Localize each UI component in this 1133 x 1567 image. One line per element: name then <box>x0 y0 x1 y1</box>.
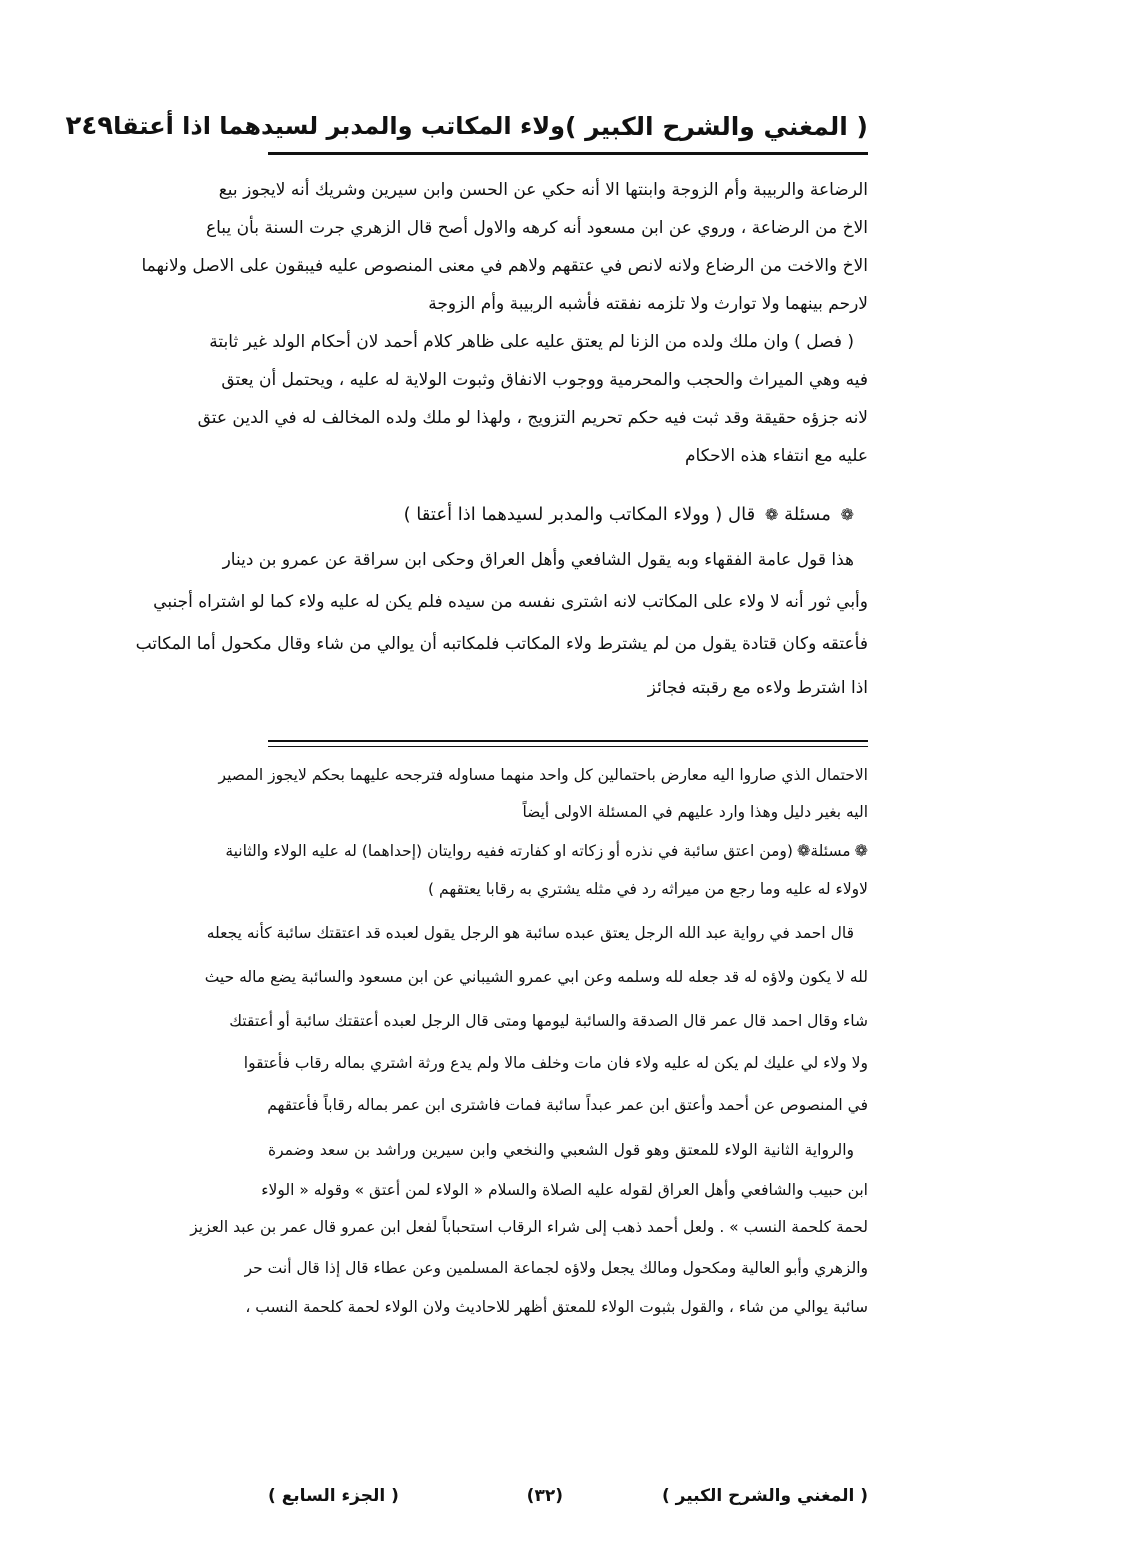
masala-text: قال ( وولاء المكاتب والمدبر لسيدهما اذا أعتقا ) <box>403 504 756 525</box>
header-page-number: ٢٤٩ <box>65 111 114 141</box>
text-line: فيه وهي الميراث والحجب والمحرمية ووجوب الانفاق وثبوت الولاية له عليه ، ويحتمل أن يعتق <box>221 370 868 390</box>
footer-sheet-number: (٣٢) <box>526 1486 563 1506</box>
ornament-icon: ❁ <box>840 505 854 524</box>
footnote-line: اليه بغير دليل وهذا وارد عليهم في المسئلة الاولى أيضاً <box>522 803 868 821</box>
footer-book-title: ( المغني والشرح الكبير ) <box>661 1486 868 1506</box>
text-line: اذا اشترط ولاءه مع رقبته فجائز <box>647 678 868 698</box>
footnote-line: في المنصوص عن أحمد وأعتق ابن عمر عبداً سائبة فمات فاشترى ابن عمر بماله رقاباً فأعتقهم <box>267 1096 868 1114</box>
footnote-line: الاحتمال الذي صاروا اليه معارض باحتمالين كل واحد منهما مساوله فترجحه عليهما بحكم لايجوز المصير <box>218 766 868 784</box>
ornament-icon: ❁ <box>796 841 811 860</box>
page-footer <box>268 1486 868 1520</box>
ornament-icon: ❁ <box>854 841 868 860</box>
text-line: عليه مع انتفاء هذه الاحكام <box>685 446 868 466</box>
footnote-separator <box>268 740 868 747</box>
text-line: ( فصل ) وان ملك ولده من الزنا لم يعتق عليه على ظاهر كلام أحمد لان أحكام الولد غير ثابتة <box>209 332 854 352</box>
text-line: الرضاعة والربيبة وأم الزوجة وابنتها الا أنه حكي عن الحسن وابن سيرين وشريك أنه لايجوز بيع <box>218 180 868 200</box>
footnote-masala <box>225 836 868 866</box>
footer-volume: ( الجزء السابع ) <box>268 1486 399 1506</box>
footnote-line: لحمة كلحمة النسب » . ولعل أحمد ذهب إلى شراء الرقاب استحباباً لفعل ابن عمرو قال عمر بن عبد العزيز <box>190 1218 868 1236</box>
footnote-line: لاولاء له عليه وما رجع من ميراثه رد في مثله يشتري به رقابا يعتقهم ) <box>428 880 868 898</box>
footnote-line: سائبة يوالي من شاء ، والقول بثبوت الولاء للمعتق أظهر للاحاديث ولان الولاء لحمة كلحمة النسب ، <box>245 1298 868 1316</box>
text-line: الاخ والاخت من الرضاع ولانه لانص في عتقهم ولاهم في معنى المنصوص عليه فيبقون على الاصل ولانهما <box>141 256 868 276</box>
footnote-line: ولا ولاء لي عليك لم يكن له عليه ولاء فان مات وخلف مالا ولم يدع ورثة اشتري بماله رقاب فأعتقوا <box>243 1054 868 1072</box>
masala-heading <box>268 500 868 530</box>
header-section-title: ولاء المكاتب والمدبر لسيدهما اذا أعتقا <box>113 112 566 140</box>
text-line: فأعتقه وكان قتادة يقول من لم يشترط ولاء المكاتب فلمكاتبه أن يوالي من شاء وقال مكحول أما المكاتب <box>135 634 868 654</box>
footnote-line: شاء وقال احمد قال عمر قال الصدقة والسائبة ليومها ومتى قال الرجل لعبده أعتقتك سائبة أو أعتقتك <box>229 1012 868 1030</box>
masala-label: مسئلة <box>784 504 831 525</box>
text-line: لانه جزؤه حقيقة وقد ثبت فيه حكم تحريم التزويج ، ولهذا لو ملك ولده المخالف له في الدين عتق <box>197 408 868 428</box>
footnote-masala-label: مسئلة <box>810 842 851 860</box>
footnote-line: لله لا يكون ولاؤه له قد جعله لله وسلمه وعن ابي عمرو الشيباني عن ابن مسعود والسائبة يضع ماله حيث <box>204 968 868 986</box>
text-line: وأبي ثور أنه لا ولاء على المكاتب لانه اشترى نفسه من سيده فلم يكن له عليه ولاء كما لو اشتراه أجنبي <box>153 592 868 612</box>
text-line: الاخ من الرضاعة ، وروي عن ابن مسعود أنه كرهه والاول أصح قال الزهري جرت السنة بأن يباع <box>205 218 868 238</box>
footnote-line: والزهري وأبو العالية ومكحول ومالك يجعل ولاؤه لجماعة المسلمين وعن عطاء قال إذا قال أنت حر <box>244 1259 868 1277</box>
footnote-line: ابن حبيب والشافعي وأهل العراق لقوله عليه الصلاة والسلام « الولاء لمن أعتق » وقوله « الولاء <box>261 1181 868 1199</box>
ornament-icon: ❁ <box>764 505 779 524</box>
footnote-masala-text: (ومن اعتق سائبة في نذره أو زكاته او كفارته ففيه روايتان (إحداهما) له عليه الولاء والثانية <box>225 842 793 860</box>
footnote-line: والرواية الثانية الولاء للمعتق وهو قول الشعبي والنخعي وابن سيرين وراشد بن سعد وضمرة <box>268 1141 854 1159</box>
text-line: لارحم بينهما ولا توارث ولا تلزمه نفقته فأشبه الربيبة وأم الزوجة <box>428 294 868 314</box>
book-page <box>65 100 868 1520</box>
text-line: هذا قول عامة الفقهاء وبه يقول الشافعي وأهل العراق وحكى ابن سراقة عن عمرو بن دينار <box>222 550 854 570</box>
header-book-title: ( المغني والشرح الكبير ) <box>565 111 868 141</box>
page-header <box>65 104 868 148</box>
header-rule <box>268 152 868 155</box>
footnote-line: قال احمد في رواية عبد الله الرجل يعتق عبده سائبة هو الرجل يقول لعبده قد اعتقتك سائبة كأنه يجعله <box>206 924 854 942</box>
